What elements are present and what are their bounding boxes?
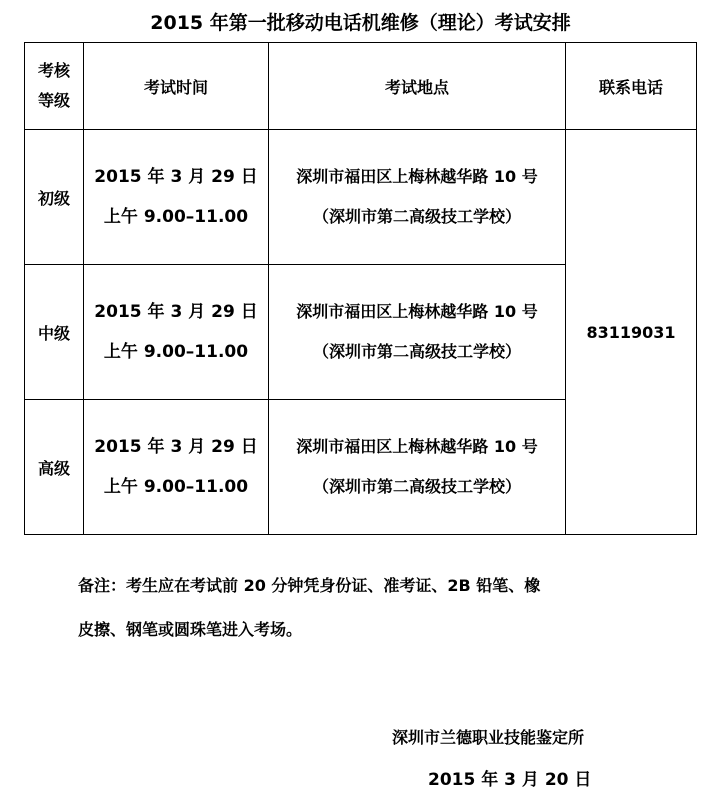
level-cell: 初级	[25, 130, 84, 265]
place-cell	[269, 265, 566, 400]
exam-time: 上午 9.00–11.00	[103, 477, 249, 497]
document-title: 2015 年第一批移动电话机维修（理论）考试安排	[150, 12, 571, 34]
exam-address: 深圳市福田区上梅林越华路 10 号	[296, 302, 538, 321]
exam-address: 深圳市福田区上梅林越华路 10 号	[296, 167, 538, 186]
exam-school: （深圳市第二高级技工学校）	[312, 477, 521, 496]
header-time: 考试时间	[84, 43, 269, 130]
exam-date: 2015 年 3 月 29 日	[94, 437, 258, 457]
exam-school: （深圳市第二高级技工学校）	[312, 207, 521, 226]
time-cell	[84, 265, 269, 400]
exam-time: 上午 9.00–11.00	[103, 207, 249, 227]
header-level-line1: 考核	[37, 61, 70, 80]
place-cell	[269, 400, 566, 535]
remarks-note	[78, 564, 638, 652]
issue-date: 2015 年 3 月 20 日	[428, 770, 592, 790]
table-row	[25, 130, 697, 265]
phone-cell: 83119031	[566, 130, 697, 535]
time-cell	[84, 130, 269, 265]
exam-time: 上午 9.00–11.00	[103, 342, 249, 362]
remarks-line-1: 备注：考生应在考试前 20 分钟凭身份证、准考证、2B 铅笔、橡	[78, 576, 541, 595]
exam-date: 2015 年 3 月 29 日	[94, 302, 258, 322]
level-cell: 中级	[25, 265, 84, 400]
issuing-organization: 深圳市兰德职业技能鉴定所	[392, 728, 585, 747]
exam-schedule-table	[24, 42, 697, 535]
header-level-line2: 等级	[37, 91, 70, 110]
header-phone: 联系电话	[566, 43, 697, 130]
header-place: 考试地点	[269, 43, 566, 130]
time-cell	[84, 400, 269, 535]
remarks-line-2: 皮擦、钢笔或圆珠笔进入考场。	[78, 620, 303, 639]
exam-school: （深圳市第二高级技工学校）	[312, 342, 521, 361]
header-level	[25, 43, 84, 130]
exam-date: 2015 年 3 月 29 日	[94, 167, 258, 187]
exam-address: 深圳市福田区上梅林越华路 10 号	[296, 437, 538, 456]
place-cell	[269, 130, 566, 265]
table-header-row	[25, 43, 697, 130]
level-cell: 高级	[25, 400, 84, 535]
